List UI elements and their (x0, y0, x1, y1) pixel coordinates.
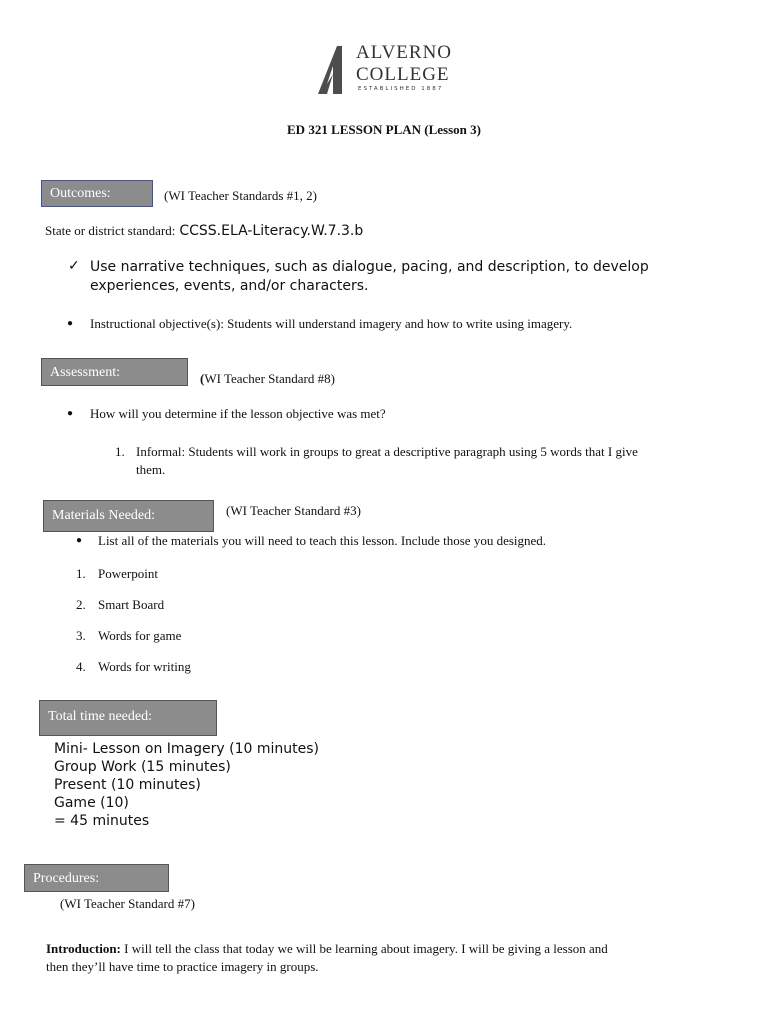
alverno-a-mark-icon (318, 44, 356, 94)
material-item-label: Powerpoint (98, 566, 158, 581)
instructional-objective: Instructional objective(s): Students will understand imagery and how to write using imagery. (90, 316, 573, 331)
bullet-icon: ● (76, 535, 83, 546)
assessment-item-number: 1. (115, 444, 125, 459)
material-item-label: Words for writing (98, 659, 191, 674)
state-standard-label: State or district standard: (45, 223, 176, 238)
introduction-text-line-1: I will tell the class that today we will be learning about imagery. I will be giving a lesson and (120, 941, 608, 956)
introduction-label: Introduction: (46, 941, 121, 956)
time-line: = 45 minutes (54, 813, 150, 829)
checkmark-icon: ✓ (68, 259, 80, 274)
assessment-item-line-1: Informal: Students will work in groups to great a descriptive paragraph using 5 words that I give (136, 444, 638, 459)
material-item-number: 3. (76, 628, 86, 643)
procedures-header: Procedures: (24, 864, 169, 892)
time-line: Present (10 minutes) (54, 777, 201, 793)
time-breakdown (54, 740, 319, 830)
outcomes-standard: (WI Teacher Standards #1, 2) (164, 188, 317, 203)
total-time-header: Total time needed: (39, 700, 217, 736)
outcomes-header: Outcomes: (41, 180, 153, 207)
assessment-standard-text: WI Teacher Standard #8) (204, 371, 335, 386)
material-item-label: Smart Board (98, 597, 165, 612)
standard-description-line-1: Use narrative techniques, such as dialogue, pacing, and description, to develop (90, 259, 649, 275)
state-standard-line (45, 222, 363, 240)
assessment-question: How will you determine if the lesson objective was met? (90, 406, 386, 421)
time-line: Game (10) (54, 795, 129, 811)
alverno-college-logo (318, 44, 458, 96)
bullet-icon: ● (67, 408, 74, 419)
assessment-header: Assessment: (41, 358, 188, 386)
introduction-paragraph (46, 940, 608, 958)
assessment-item-line-2: them. (136, 462, 166, 477)
materials-standard: (WI Teacher Standard #3) (226, 503, 361, 518)
logo-line-1: ALVERNO (356, 42, 453, 63)
assessment-standard (200, 370, 335, 388)
assessment-standard-paren: ( (200, 371, 205, 386)
logo-line-2: COLLEGE (356, 64, 450, 85)
materials-header: Materials Needed: (43, 500, 214, 532)
time-line: Mini- Lesson on Imagery (10 minutes) (54, 741, 319, 757)
logo-line-3: ESTABLISHED 1887 (358, 86, 444, 92)
time-line: Group Work (15 minutes) (54, 759, 231, 775)
material-item-label: Words for game (98, 628, 182, 643)
material-item-number: 4. (76, 659, 86, 674)
material-item-number: 2. (76, 597, 86, 612)
materials-instruction: List all of the materials you will need to teach this lesson. Include those you designed. (98, 533, 547, 548)
standard-description-line-2: experiences, events, and/or characters. (90, 278, 369, 294)
state-standard-code: CCSS.ELA-Literacy.W.7.3.b (179, 223, 364, 239)
introduction-text-line-2: then they’ll have time to practice imagery in groups. (46, 959, 319, 974)
procedures-standard: (WI Teacher Standard #7) (60, 896, 195, 911)
bullet-icon: ● (67, 318, 74, 329)
page-title: ED 321 LESSON PLAN (Lesson 3) (287, 122, 481, 137)
material-item-number: 1. (76, 566, 86, 581)
